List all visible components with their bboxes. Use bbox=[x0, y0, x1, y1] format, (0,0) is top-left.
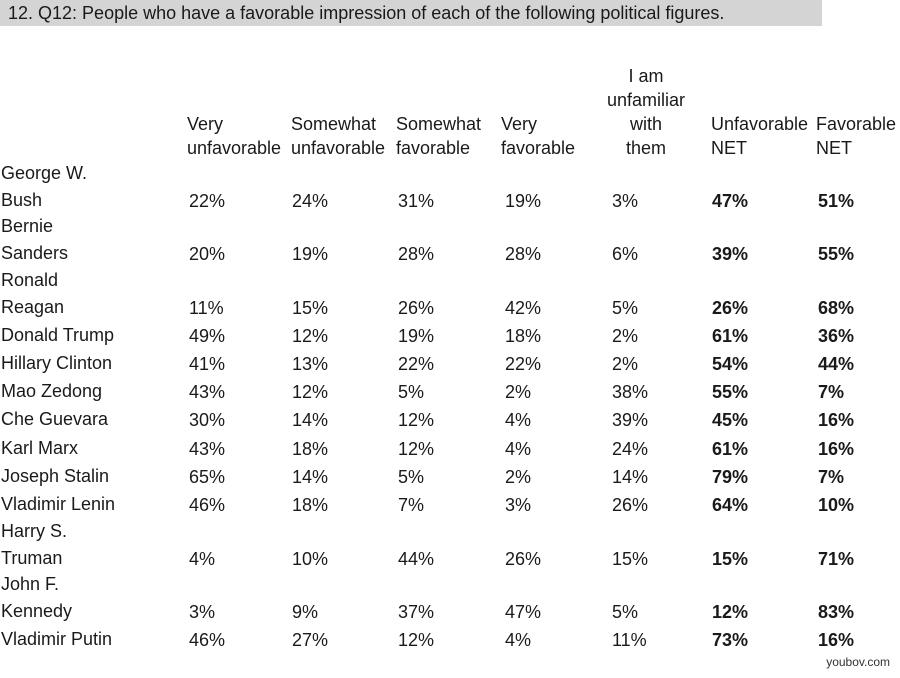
column-header-line: NET bbox=[816, 138, 852, 158]
cell-very-unfavorable: 20% bbox=[189, 244, 226, 264]
cell-very-unfavorable: 49% bbox=[189, 326, 226, 346]
cell-unfavorable-net: 55% bbox=[712, 382, 749, 402]
column-header-unfamiliar bbox=[607, 64, 685, 160]
column-header-line: Very bbox=[501, 114, 538, 134]
cell-unfavorable-net: 15% bbox=[712, 549, 749, 569]
cell-somewhat-favorable: 19% bbox=[398, 326, 435, 346]
cell-unfamiliar: 6% bbox=[612, 244, 639, 264]
cell-somewhat-favorable: 5% bbox=[398, 467, 425, 487]
cell-favorable-net: 44% bbox=[818, 354, 855, 374]
row-name bbox=[1, 267, 64, 321]
cell-unfamiliar: 39% bbox=[612, 410, 649, 430]
column-header-line: favorable bbox=[396, 138, 471, 158]
cell-somewhat-favorable: 28% bbox=[398, 244, 435, 264]
cell-unfavorable-net: 64% bbox=[712, 495, 749, 515]
cell-unfamiliar: 26% bbox=[612, 495, 649, 515]
cell-very-unfavorable: 30% bbox=[189, 410, 226, 430]
cell-very-favorable: 4% bbox=[505, 630, 532, 650]
row-name-line: Sanders bbox=[1, 243, 69, 263]
cell-very-favorable: 18% bbox=[505, 326, 542, 346]
cell-unfamiliar: 24% bbox=[612, 439, 649, 459]
cell-somewhat-favorable: 12% bbox=[398, 630, 435, 650]
cell-somewhat-favorable: 26% bbox=[398, 298, 435, 318]
row-name bbox=[1, 160, 87, 214]
cell-very-favorable: 4% bbox=[505, 410, 532, 430]
cell-unfamiliar: 3% bbox=[612, 191, 639, 211]
cell-very-unfavorable: 11% bbox=[189, 298, 224, 318]
cell-unfavorable-net: 39% bbox=[712, 244, 749, 264]
cell-very-unfavorable: 43% bbox=[189, 382, 226, 402]
row-name bbox=[1, 571, 72, 625]
cell-unfavorable-net: 54% bbox=[712, 354, 749, 374]
cell-unfamiliar: 15% bbox=[612, 549, 649, 569]
cell-very-favorable: 26% bbox=[505, 549, 542, 569]
cell-unfamiliar: 11% bbox=[612, 630, 647, 650]
cell-favorable-net: 10% bbox=[818, 495, 855, 515]
row-name-line: Karl Marx bbox=[1, 438, 79, 458]
cell-very-unfavorable: 3% bbox=[189, 602, 216, 622]
cell-favorable-net: 68% bbox=[818, 298, 855, 318]
title-bar bbox=[0, 0, 822, 26]
cell-favorable-net: 36% bbox=[818, 326, 855, 346]
cell-favorable-net: 51% bbox=[818, 191, 855, 211]
cell-somewhat-favorable: 5% bbox=[398, 382, 425, 402]
cell-somewhat-favorable: 31% bbox=[398, 191, 435, 211]
cell-favorable-net: 7% bbox=[818, 467, 845, 487]
cell-somewhat-unfavorable: 15% bbox=[292, 298, 329, 318]
row-name-line: Truman bbox=[1, 548, 63, 568]
row-name bbox=[1, 213, 68, 267]
cell-favorable-net: 71% bbox=[818, 549, 855, 569]
row-name-line: George W. bbox=[1, 163, 88, 183]
cell-somewhat-unfavorable: 18% bbox=[292, 439, 329, 459]
row-name-line: Harry S. bbox=[1, 521, 68, 541]
cell-very-favorable: 3% bbox=[505, 495, 532, 515]
cell-very-favorable: 42% bbox=[505, 298, 542, 318]
row-name bbox=[1, 350, 112, 377]
cell-unfamiliar: 38% bbox=[612, 382, 649, 402]
column-header-unfavorable-net bbox=[711, 112, 808, 160]
cell-unfavorable-net: 61% bbox=[712, 439, 749, 459]
cell-very-unfavorable: 46% bbox=[189, 495, 226, 515]
watermark: youbov.com bbox=[826, 655, 890, 669]
row-name-line: Ronald bbox=[1, 270, 59, 290]
row-name-line: Vladimir Lenin bbox=[1, 494, 116, 514]
cell-very-unfavorable: 46% bbox=[189, 630, 226, 650]
cell-very-favorable: 2% bbox=[505, 467, 532, 487]
row-name-line: Mao Zedong bbox=[1, 381, 103, 401]
cell-very-favorable: 28% bbox=[505, 244, 542, 264]
cell-very-unfavorable: 43% bbox=[189, 439, 226, 459]
column-header-line: Somewhat bbox=[396, 114, 482, 134]
cell-unfavorable-net: 26% bbox=[712, 298, 749, 318]
cell-somewhat-unfavorable: 12% bbox=[292, 382, 329, 402]
column-header-line: Somewhat bbox=[291, 114, 377, 134]
row-name-line: Hillary Clinton bbox=[1, 353, 113, 373]
cell-somewhat-unfavorable: 18% bbox=[292, 495, 329, 515]
row-name bbox=[1, 435, 78, 462]
cell-somewhat-unfavorable: 27% bbox=[292, 630, 329, 650]
cell-very-favorable: 47% bbox=[505, 602, 542, 622]
row-name-line: John F. bbox=[1, 574, 60, 594]
row-name-line: Bush bbox=[1, 190, 43, 210]
cell-unfavorable-net: 61% bbox=[712, 326, 749, 346]
column-header-very-unfavorable bbox=[187, 112, 281, 160]
cell-somewhat-unfavorable: 9% bbox=[292, 602, 319, 622]
column-header-line: them bbox=[626, 138, 667, 158]
row-name-line: Kennedy bbox=[1, 601, 73, 621]
cell-unfavorable-net: 45% bbox=[712, 410, 749, 430]
cell-unfamiliar: 5% bbox=[612, 602, 639, 622]
cell-somewhat-unfavorable: 24% bbox=[292, 191, 329, 211]
row-name-line: Bernie bbox=[1, 216, 54, 236]
row-name bbox=[1, 491, 115, 518]
cell-favorable-net: 16% bbox=[818, 410, 855, 430]
row-name bbox=[1, 518, 67, 572]
row-name-line: Joseph Stalin bbox=[1, 466, 110, 486]
table-title: 12. Q12: People who have a favorable impression of each of the following political figures. bbox=[8, 3, 725, 23]
cell-unfavorable-net: 79% bbox=[712, 467, 749, 487]
column-header-line: unfavorable bbox=[187, 138, 282, 158]
column-header-line: Unfavorable bbox=[711, 114, 809, 134]
cell-unfamiliar: 2% bbox=[612, 354, 639, 374]
cell-favorable-net: 7% bbox=[818, 382, 845, 402]
column-header-line: NET bbox=[711, 138, 747, 158]
cell-favorable-net: 16% bbox=[818, 439, 855, 459]
cell-somewhat-unfavorable: 19% bbox=[292, 244, 329, 264]
column-header-line: with bbox=[630, 114, 663, 134]
column-header-line: I am bbox=[628, 66, 664, 86]
row-name bbox=[1, 378, 102, 405]
column-header-line: favorable bbox=[501, 138, 576, 158]
cell-somewhat-unfavorable: 10% bbox=[292, 549, 329, 569]
row-name-line: Donald Trump bbox=[1, 325, 115, 345]
cell-somewhat-unfavorable: 14% bbox=[292, 410, 329, 430]
cell-unfamiliar: 5% bbox=[612, 298, 639, 318]
row-name-line: Che Guevara bbox=[1, 409, 109, 429]
cell-somewhat-favorable: 37% bbox=[398, 602, 435, 622]
row-name-line: Vladimir Putin bbox=[1, 629, 113, 649]
cell-somewhat-favorable: 12% bbox=[398, 410, 435, 430]
row-name-line: Reagan bbox=[1, 297, 65, 317]
column-header-favorable-net bbox=[816, 112, 896, 160]
column-header-very-favorable bbox=[501, 112, 575, 160]
cell-favorable-net: 16% bbox=[818, 630, 855, 650]
cell-very-unfavorable: 65% bbox=[189, 467, 226, 487]
column-header-line: Favorable bbox=[816, 114, 897, 134]
row-name bbox=[1, 463, 109, 490]
cell-unfavorable-net: 73% bbox=[712, 630, 749, 650]
cell-very-unfavorable: 22% bbox=[189, 191, 226, 211]
cell-very-favorable: 4% bbox=[505, 439, 532, 459]
cell-very-favorable: 19% bbox=[505, 191, 542, 211]
cell-favorable-net: 83% bbox=[818, 602, 855, 622]
cell-somewhat-favorable: 12% bbox=[398, 439, 435, 459]
cell-very-favorable: 2% bbox=[505, 382, 532, 402]
column-header-somewhat-favorable bbox=[396, 112, 481, 160]
cell-favorable-net: 55% bbox=[818, 244, 855, 264]
row-name bbox=[1, 626, 112, 653]
cell-somewhat-unfavorable: 13% bbox=[292, 354, 329, 374]
cell-somewhat-unfavorable: 14% bbox=[292, 467, 329, 487]
column-header-line: unfamiliar bbox=[607, 90, 686, 110]
column-header-somewhat-unfavorable bbox=[291, 112, 385, 160]
cell-somewhat-favorable: 44% bbox=[398, 549, 435, 569]
cell-very-unfavorable: 41% bbox=[189, 354, 226, 374]
column-header-line: unfavorable bbox=[291, 138, 386, 158]
column-header-line: Very bbox=[187, 114, 224, 134]
row-name bbox=[1, 322, 114, 349]
cell-unfamiliar: 2% bbox=[612, 326, 639, 346]
row-name bbox=[1, 406, 108, 433]
cell-very-favorable: 22% bbox=[505, 354, 542, 374]
cell-unfavorable-net: 47% bbox=[712, 191, 749, 211]
cell-somewhat-favorable: 22% bbox=[398, 354, 435, 374]
cell-somewhat-favorable: 7% bbox=[398, 495, 425, 515]
cell-very-unfavorable: 4% bbox=[189, 549, 216, 569]
cell-unfamiliar: 14% bbox=[612, 467, 649, 487]
cell-somewhat-unfavorable: 12% bbox=[292, 326, 329, 346]
cell-unfavorable-net: 12% bbox=[712, 602, 749, 622]
